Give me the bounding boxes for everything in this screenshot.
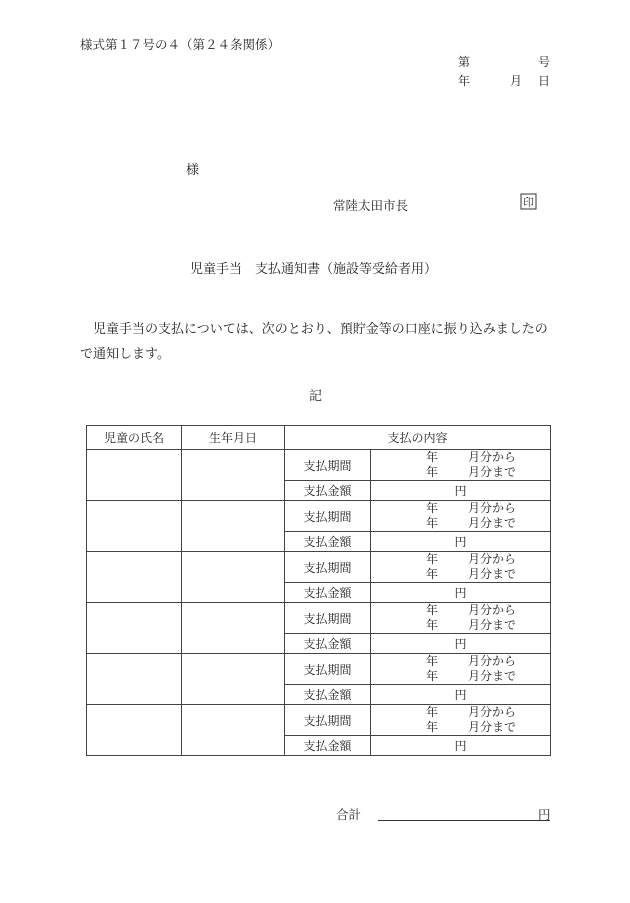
- to-month-text: 月分まで: [468, 720, 517, 734]
- table-row: [87, 450, 551, 481]
- table-header-row: [87, 426, 551, 450]
- from-month-text: 月分から: [468, 603, 517, 617]
- from-year-unit: 年: [426, 654, 439, 668]
- to-year-unit: 年: [426, 618, 439, 632]
- period-value: [371, 501, 551, 532]
- from-year-unit: 年: [426, 603, 439, 617]
- from-month-text: 月分から: [468, 552, 517, 566]
- issuer-name: 常陸太田市長: [333, 198, 409, 213]
- child-name-cell: [87, 654, 182, 705]
- period-label: 支払期間: [285, 705, 371, 736]
- date-month: 月: [510, 74, 523, 88]
- period-label: 支払期間: [285, 552, 371, 583]
- period-value: [371, 705, 551, 736]
- to-month-text: 月分まで: [468, 618, 517, 632]
- birth-date-cell: [182, 705, 285, 756]
- amount-value: 円: [371, 736, 551, 756]
- from-year-unit: 年: [426, 705, 439, 719]
- payment-table: [86, 425, 551, 756]
- form-number: 様式第１７号の４（第２４条関係）: [80, 37, 281, 52]
- to-year-unit: 年: [426, 516, 439, 530]
- birth-date-cell: [182, 552, 285, 603]
- amount-value: 円: [371, 532, 551, 552]
- period-value: [371, 450, 551, 481]
- body-text: 児童手当の支払については、次のとおり、預貯金等の口座に振り込みましたので通知します。: [80, 322, 548, 362]
- period-value: [371, 603, 551, 634]
- period-label: 支払期間: [285, 501, 371, 532]
- from-month-text: 月分から: [468, 450, 517, 464]
- table-row: [87, 705, 551, 736]
- header-child-name: 児童の氏名: [87, 426, 182, 450]
- child-name-cell: [87, 603, 182, 654]
- birth-date-cell: [182, 501, 285, 552]
- header-birth-date: 生年月日: [182, 426, 285, 450]
- to-month-text: 月分まで: [468, 567, 517, 581]
- child-name-cell: [87, 450, 182, 501]
- table-row: [87, 501, 551, 532]
- period-label: 支払期間: [285, 654, 371, 685]
- document-date: [458, 72, 550, 88]
- amount-label: 支払金額: [285, 481, 371, 501]
- seal-char: 印: [523, 196, 534, 209]
- amount-label: 支払金額: [285, 736, 371, 756]
- number-suffix: 号: [537, 55, 550, 69]
- child-name-cell: [87, 705, 182, 756]
- amount-value: 円: [371, 685, 551, 705]
- header-payment-content: 支払の内容: [285, 426, 551, 450]
- table-row: [87, 552, 551, 583]
- birth-date-cell: [182, 603, 285, 654]
- period-label: 支払期間: [285, 603, 371, 634]
- date-year: 年: [458, 74, 471, 88]
- ki-mark: 記: [309, 389, 323, 404]
- amount-label: 支払金額: [285, 634, 371, 654]
- document-number: [458, 53, 550, 69]
- date-day: 日: [537, 74, 550, 88]
- amount-value: 円: [371, 481, 551, 501]
- to-year-unit: 年: [426, 669, 439, 683]
- number-prefix: 第: [458, 55, 471, 69]
- document-title: 児童手当 支払通知書（施設等受給者用）: [190, 262, 438, 277]
- amount-label: 支払金額: [285, 532, 371, 552]
- to-month-text: 月分まで: [468, 516, 517, 530]
- amount-value: 円: [371, 583, 551, 603]
- to-year-unit: 年: [426, 567, 439, 581]
- from-month-text: 月分から: [468, 654, 517, 668]
- to-year-unit: 年: [426, 720, 439, 734]
- from-year-unit: 年: [426, 552, 439, 566]
- total-label: 合計: [336, 807, 362, 822]
- table-row: [87, 654, 551, 685]
- birth-date-cell: [182, 450, 285, 501]
- period-label: 支払期間: [285, 450, 371, 481]
- to-month-text: 月分まで: [468, 465, 517, 479]
- total-yen-unit: 円: [538, 807, 551, 822]
- period-value: [371, 552, 551, 583]
- amount-value: 円: [371, 634, 551, 654]
- from-year-unit: 年: [426, 450, 439, 464]
- from-month-text: 月分から: [468, 705, 517, 719]
- child-name-cell: [87, 501, 182, 552]
- amount-label: 支払金額: [285, 685, 371, 705]
- from-year-unit: 年: [426, 501, 439, 515]
- child-name-cell: [87, 552, 182, 603]
- seal-stamp: [520, 193, 537, 210]
- to-month-text: 月分まで: [468, 669, 517, 683]
- birth-date-cell: [182, 654, 285, 705]
- period-value: [371, 654, 551, 685]
- from-month-text: 月分から: [468, 501, 517, 515]
- addressee-suffix: 様: [186, 163, 200, 178]
- total-underline: [378, 820, 550, 821]
- amount-label: 支払金額: [285, 583, 371, 603]
- to-year-unit: 年: [426, 465, 439, 479]
- table-row: [87, 603, 551, 634]
